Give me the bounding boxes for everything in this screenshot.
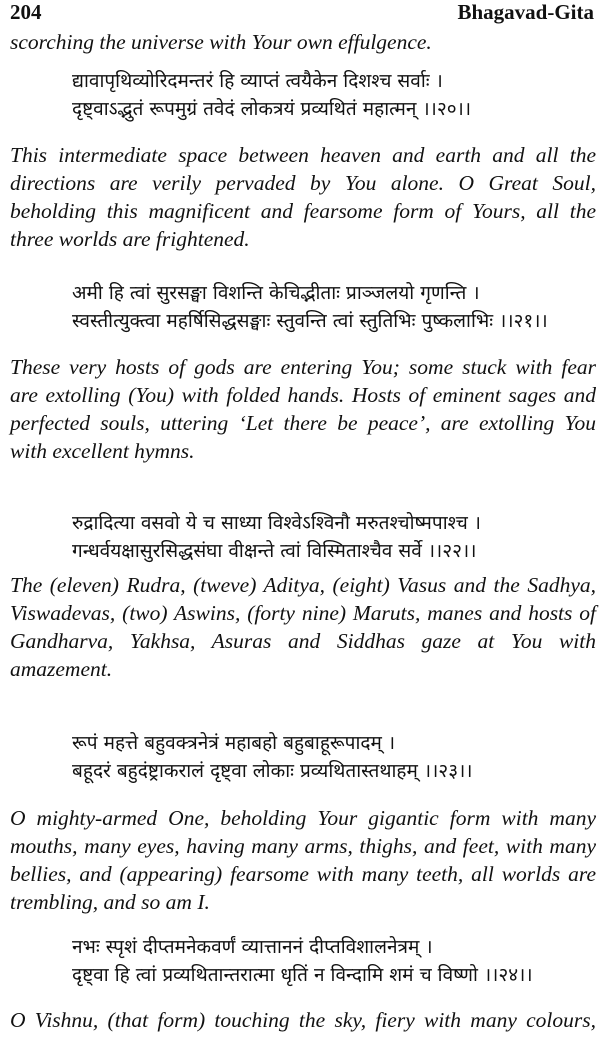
page-number: 204 xyxy=(10,0,42,24)
text-line: This intermediate space between heaven and earth and all the xyxy=(10,143,596,167)
translation-paragraph xyxy=(10,141,596,253)
text-line: with excellent hymns. xyxy=(10,439,195,463)
sanskrit-verse xyxy=(72,933,533,989)
translation-paragraph xyxy=(10,28,596,56)
text-line: scorching the universe with Your own effulgence. xyxy=(10,30,432,54)
text-line: O Vishnu, (that form) touching the sky, fiery with many colours, xyxy=(10,1008,596,1032)
translation-paragraph xyxy=(10,353,596,465)
text-line: The (eleven) Rudra, (tweve) Aditya, (eight) Vasus and the Sadhya, xyxy=(10,573,596,597)
running-title: Bhagavad-Gita xyxy=(457,0,594,24)
text-line: bellies, and (appearing) fearsome with many teeth, all worlds are xyxy=(10,862,596,886)
verse-line: बहूदरं बहुदंष्ट्राकरालं दृष्ट्वा लोकाः प्रव्यथितास्तथाहम् ।।२३।। xyxy=(72,760,473,782)
text-line: beholding this magnificent and fearsome form of Yours, all the xyxy=(10,199,596,223)
text-line: mouths, many eyes, having many arms, thighs, and feet, with many xyxy=(10,834,596,858)
verse-line: द्यावापृथिव्योरिदमन्तरं हि व्याप्तं त्वयैकेन दिशश्च सर्वाः । xyxy=(72,70,443,92)
verse-line: गन्धर्वयक्षासुरसिद्धसंघा वीक्षन्ते त्वां विस्मिताश्चैव सर्वे ।।२२।। xyxy=(72,540,477,562)
verse-line: अमी हि त्वां सुरसङ्घा विशन्ति केचिद्भीताः प्राञ्जलयो गृणन्ति । xyxy=(72,282,480,304)
verse-line: रुद्रादित्या वसवो ये च साध्या विश्वेऽश्विनौ मरुतश्चोष्मपाश्च । xyxy=(72,512,481,534)
text-line: amazement. xyxy=(10,657,113,681)
text-line: trembling, and so am I. xyxy=(10,890,210,914)
text-line: Gandharva, Yakhsa, Asuras and Siddhas gaze at You with xyxy=(10,629,596,653)
text-line: directions are verily pervaded by You alone. O Great Soul, xyxy=(10,171,596,195)
translation-paragraph xyxy=(10,571,596,683)
sanskrit-verse xyxy=(72,67,471,123)
verse-line: दृष्ट्वाऽद्भुतं रूपमुग्रं तवेदं लोकत्रयं प्रव्यथितं महात्मन् ।।२०।। xyxy=(72,98,472,120)
verse-line: रूपं महत्ते बहुवक्त्रनेत्रं महाबहो बहुबाहूरूपादम् । xyxy=(72,732,396,754)
sanskrit-verse xyxy=(72,509,481,565)
verse-line: दृष्ट्वा हि त्वां प्रव्यथितान्तरात्मा धृतिं न विन्दामि शमं च विष्णो ।।२४।। xyxy=(72,964,533,986)
sanskrit-verse xyxy=(72,729,472,785)
text-line: perfected souls, uttering ‘Let there be peace’, are extolling You xyxy=(10,411,596,435)
text-line: are extolling (You) with folded hands. Hosts of eminent sages and xyxy=(10,383,596,407)
text-line: O mighty-armed One, beholding Your gigantic form with many xyxy=(10,806,596,830)
text-line: three worlds are frightened. xyxy=(10,227,250,251)
verse-line: स्वस्तीत्युक्त्वा महर्षिसिद्धसङ्घाः स्तुवन्ति त्वां स्तुतिभिः पुष्कलाभिः ।।२१।। xyxy=(72,310,548,332)
text-line: These very hosts of gods are entering You; some stuck with fear xyxy=(10,355,596,379)
translation-paragraph xyxy=(10,804,596,916)
sanskrit-verse xyxy=(72,279,548,335)
translation-paragraph xyxy=(10,1006,596,1034)
verse-line: नभः स्पृशं दीप्तमनेकवर्णं व्यात्ताननं दीप्तविशालनेत्रम् । xyxy=(72,936,433,958)
text-line: Viswadevas, (two) Aswins, (forty nine) Maruts, manes and hosts of xyxy=(10,601,596,625)
